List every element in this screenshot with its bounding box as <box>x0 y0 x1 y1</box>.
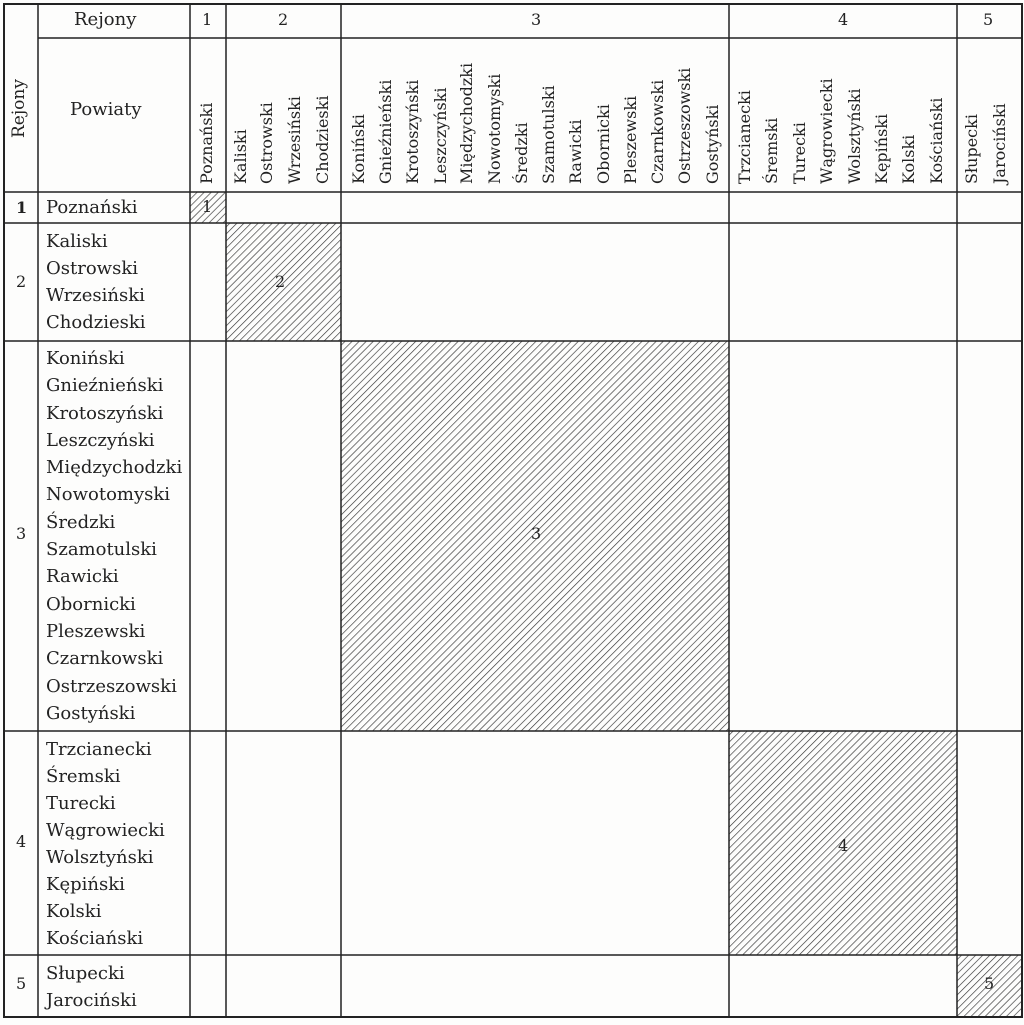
row-region-2: 2 <box>16 272 27 291</box>
col-region-4: 4 <box>838 10 849 29</box>
row-region-1: 1 <box>16 198 28 217</box>
list-item: Turecki <box>46 793 116 814</box>
column-label: Poznański <box>197 102 216 184</box>
block-number-4: 4 <box>838 836 849 855</box>
column-label: Pleszewski <box>621 95 640 184</box>
column-label: Obornicki <box>594 104 613 184</box>
column-label: Śremski <box>762 117 781 184</box>
rejony-vertical-label: Rejony <box>9 79 29 138</box>
list-item: Kolski <box>46 901 102 922</box>
list-item: Trzcianecki <box>46 739 152 760</box>
list-item: Pleszewski <box>46 620 146 642</box>
block-number-2: 2 <box>275 272 286 291</box>
column-label: Międzychodzki <box>457 62 476 184</box>
list-item: Wrzesiński <box>46 285 145 306</box>
column-label: Średzki <box>512 122 531 184</box>
column-label: Kępiński <box>872 113 891 184</box>
row-region-3: 3 <box>16 524 27 543</box>
list-item: Ostrowski <box>46 258 138 279</box>
list-item: Rawicki <box>46 566 119 588</box>
col-region-1: 1 <box>202 10 213 29</box>
list-item: Kościański <box>46 928 144 949</box>
list-item: Krotoszyński <box>46 402 164 424</box>
col-region-5: 5 <box>983 10 994 29</box>
column-label: Leszczyński <box>431 87 450 184</box>
column-label: Nowotomyski <box>485 73 504 184</box>
row-list-2 <box>46 228 146 336</box>
row-list-4 <box>46 736 165 952</box>
list-item: Koniński <box>46 348 125 369</box>
column-label: Kolski <box>899 134 918 184</box>
column-label: Gostyński <box>703 104 722 184</box>
col-region-2: 2 <box>278 10 289 29</box>
list-item: Kaliski <box>46 231 108 252</box>
column-label: Ostrowski <box>257 102 276 184</box>
column-label: Chodzieski <box>313 95 332 184</box>
rejony-header-label: Rejony <box>74 9 137 30</box>
col-region-3: 3 <box>531 10 542 29</box>
row-list-3 <box>46 345 182 727</box>
list-item: Ostrzeszowski <box>46 675 177 697</box>
column-label: Trzcianecki <box>735 90 754 184</box>
column-label: Wolsztyński <box>845 88 864 184</box>
block-number-3: 3 <box>531 524 542 543</box>
list-item: Obornicki <box>46 593 136 615</box>
list-item: Gnieźnieński <box>46 375 164 397</box>
column-label: Koniński <box>349 114 368 184</box>
row-list-5 <box>46 960 137 1014</box>
column-label: Kościański <box>927 97 946 184</box>
list-item: Międzychodzki <box>46 457 183 479</box>
column-label: Słupecki <box>962 114 981 184</box>
column-label: Gnieźnieński <box>376 79 395 184</box>
list-item: Poznański <box>46 197 138 218</box>
column-label: Wągrowiecki <box>817 78 836 184</box>
list-item: Czarnkowski <box>46 648 164 670</box>
list-item: Słupecki <box>46 963 125 984</box>
list-item: Leszczyński <box>46 429 155 451</box>
row-region-5: 5 <box>16 974 27 993</box>
list-item: Jarociński <box>46 990 137 1011</box>
column-label: Krotoszyński <box>403 79 422 184</box>
column-label: Szamotulski <box>539 85 558 184</box>
list-item: Nowotomyski <box>46 484 171 506</box>
column-label: Wrzesiński <box>285 96 304 184</box>
list-item: Śremski <box>46 766 121 787</box>
list-item: Chodzieski <box>46 312 146 333</box>
list-item: Gostyński <box>46 702 136 724</box>
block-number-1: 1 <box>202 197 213 216</box>
list-item: Średzki <box>46 511 116 533</box>
list-item: Szamotulski <box>46 539 157 561</box>
column-label: Turecki <box>790 122 809 184</box>
list-item: Wągrowiecki <box>46 820 165 841</box>
powiaty-header-label: Powiaty <box>70 99 142 120</box>
column-label: Ostrzeszowski <box>675 67 694 184</box>
column-label: Jarociński <box>990 103 1009 184</box>
block-number-5: 5 <box>984 974 995 993</box>
column-label: Kaliski <box>231 129 250 184</box>
column-label: Czarnkowski <box>648 79 667 184</box>
list-item: Wolsztyński <box>46 847 154 868</box>
row-region-4: 4 <box>16 832 27 851</box>
row-list-1 <box>46 197 138 219</box>
list-item: Kępiński <box>46 874 125 895</box>
column-label: Rawicki <box>566 119 585 184</box>
